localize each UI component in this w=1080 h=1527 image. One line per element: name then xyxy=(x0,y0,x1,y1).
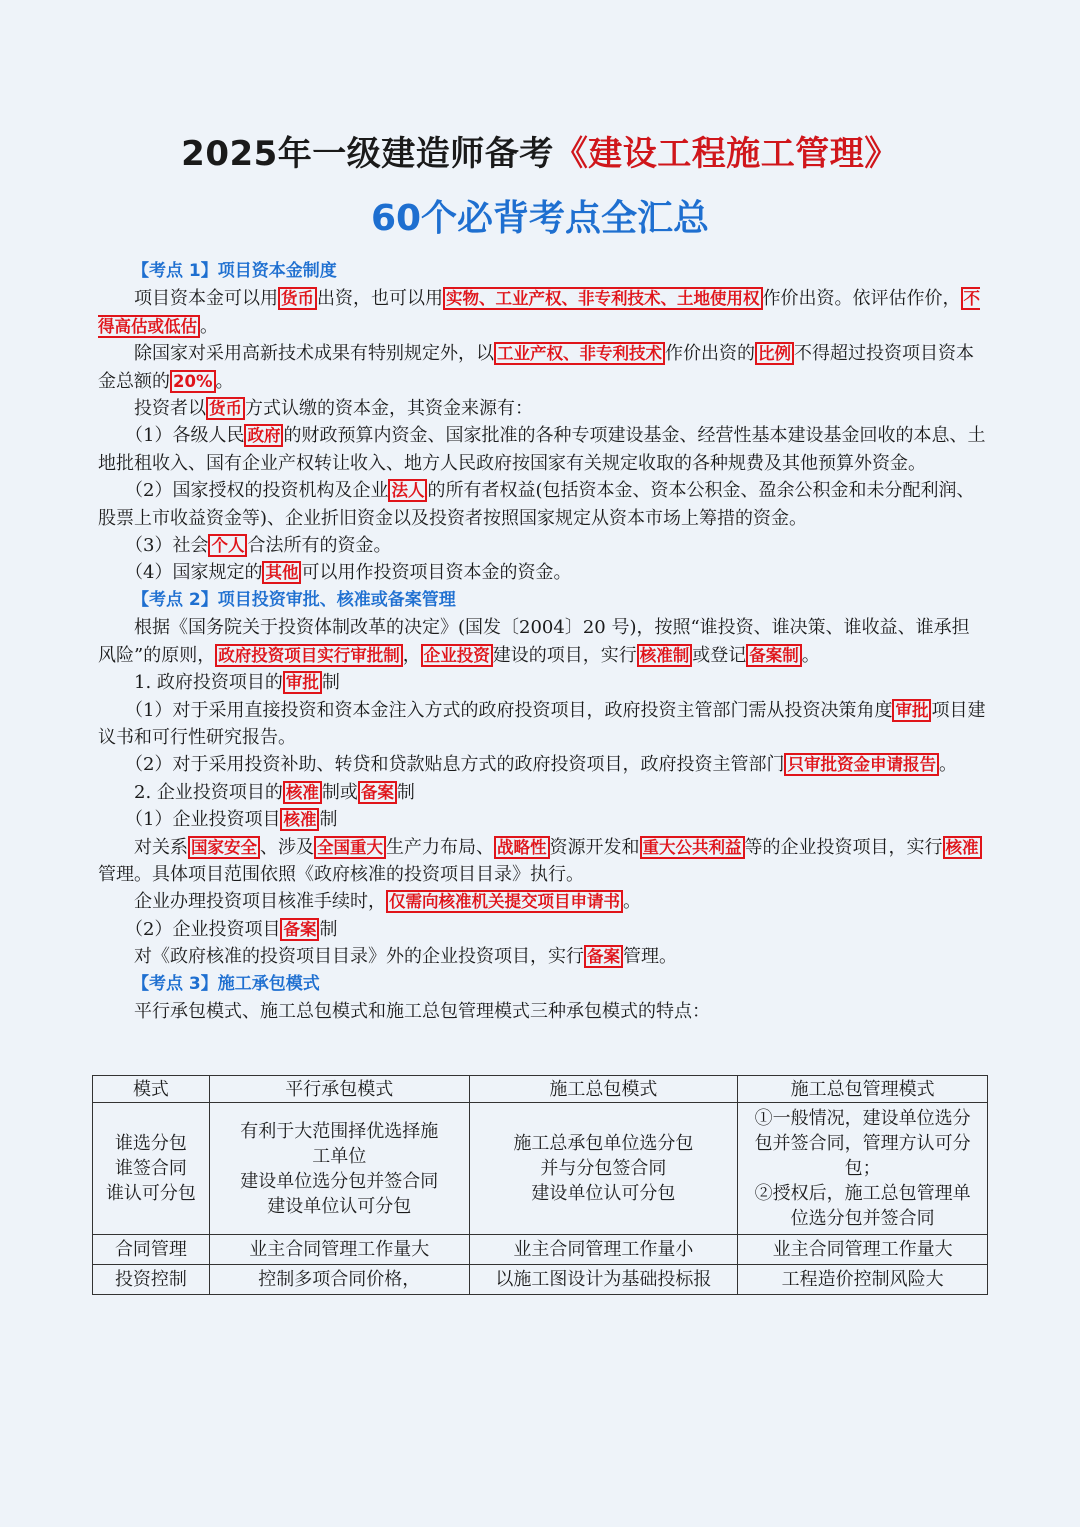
table-cell: ①一般情况，建设单位选分包并签合同，管理方认可分包； ②授权后，施工总包管理单位选分包并签合同 xyxy=(738,1103,988,1235)
keyword: 20% xyxy=(170,370,216,393)
paragraph: 对关系 国家安全 、涉及 全国重大 生产力布局、 战略性 资源开发和 重大公共利益 等的企业投资项目，实行 核准管理。具体项目范围依照《政府核准的投资项目目录》执行。 xyxy=(98,834,986,889)
paragraph: （2）企业投资项目 备案 制 xyxy=(125,918,338,940)
paragraph: （2）国家授权的投资机构及企业 法人 的所有者权益(包括资本金、资本公积金、盈余公积金和未分配利润、股票上市收益资金等)、企业折旧资金以及投资者按照国家规定从资本市场上筹措的资金。 xyxy=(98,480,975,529)
content-body xyxy=(98,258,986,1025)
keyword: 政府投资项目实行审批制 xyxy=(215,644,403,667)
paragraph: 1. 政府投资项目的 审批 制 xyxy=(134,672,340,694)
section-heading-kp2: 【考点 2】项目投资审批、核准或备案管理 xyxy=(132,589,456,610)
keyword: 货币 xyxy=(206,397,245,420)
paragraph: 项目资本金可以用 货币 出资，也可以用 实物、工业产权、非专利技术、土地使用权 作价出资。依评估作价， 不得高估或低估 。 xyxy=(98,288,980,337)
page-subtitle: 60个必背考点全汇总 xyxy=(370,198,710,239)
keyword: 其他 xyxy=(262,561,301,584)
paragraph: 对《政府核准的投资项目目录》外的企业投资项目，实行 备案 管理。 xyxy=(134,946,677,968)
table-cell: 有利于大范围择优选择施工单位 建设单位选分包并签合同 建设单位认可分包 xyxy=(209,1103,469,1235)
table-row xyxy=(93,1235,988,1265)
paragraph: （4）国家规定的 其他 可以用作投资项目资本金的资金。 xyxy=(125,562,572,584)
keyword: 重大公共利益 xyxy=(640,836,745,859)
section-heading-kp1: 【考点 1】项目资本金制度 xyxy=(132,261,337,281)
keyword: 战略性 xyxy=(494,836,550,859)
keyword: 核准 xyxy=(280,808,319,831)
keyword: 备案 xyxy=(358,781,397,804)
table-cell: 谁选分包 谁签合同 谁认可分包 xyxy=(93,1103,210,1235)
keyword: 实物、工业产权、非专利技术、土地使用权 xyxy=(443,287,763,310)
section-heading-kp3: 【考点 3】施工承包模式 xyxy=(132,973,320,994)
table-cell: 合同管理 xyxy=(93,1235,210,1265)
table-cell: 业主合同管理工作量小 xyxy=(469,1235,738,1265)
keyword: 核准 xyxy=(943,836,982,859)
keyword: 仅需向核准机关提交项目申请书 xyxy=(386,890,623,913)
keyword: 审批 xyxy=(892,699,931,722)
keyword: 只审批资金申请报告 xyxy=(784,753,939,776)
keyword: 货币 xyxy=(278,287,317,310)
keyword: 个人 xyxy=(208,534,247,557)
table-header: 平行承包模式 xyxy=(209,1076,469,1103)
table-cell: 施工总承包单位选分包 并与分包签合同 建设单位认可分包 xyxy=(469,1103,738,1235)
table-header: 模式 xyxy=(93,1076,210,1103)
table-cell: 业主合同管理工作量大 xyxy=(738,1235,988,1265)
paragraph: （3）社会 个人 合法所有的资金。 xyxy=(125,535,392,557)
keyword: 核准制 xyxy=(637,644,693,667)
paragraph: 投资者以 货币 方式认缴的资本金，其资金来源有： xyxy=(134,398,533,420)
keyword: 比例 xyxy=(755,342,794,365)
paragraph: 除国家对采用高新技术成果有特别规定外，以 工业产权、非专利技术 作价出资的 比例 不得超过投资项目资本金总额的 20% 。 xyxy=(98,343,974,392)
paragraph: （1）企业投资项目 核准 制 xyxy=(125,809,338,831)
paragraph: （1）各级人民 政府 的财政预算内资金、国家批准的各种专项建设基金、经营性基本建设基金回收的本息、土地批租收入、国有企业产权转让收入、地方人民政府按国家有关规定收取的各种规费及其他预算外资金。 xyxy=(98,425,986,474)
keyword: 法人 xyxy=(388,479,427,502)
paragraph: （2）对于采用投资补助、转贷和贷款贴息方式的政府投资项目，政府投资主管部门 只审批资金申请报告 。 xyxy=(125,754,957,776)
paragraph: 平行承包模式、施工总包模式和施工总包管理模式三种承包模式的特点： xyxy=(134,1000,710,1022)
table-row xyxy=(93,1103,988,1235)
paragraph: 2. 企业投资项目的 核准 制或 备案 制 xyxy=(134,781,415,803)
keyword: 企业投资 xyxy=(421,644,493,667)
keyword: 备案制 xyxy=(746,644,802,667)
table-cell: 控制多项合同价格， xyxy=(209,1265,469,1295)
keyword: 备案 xyxy=(584,945,623,968)
table-row xyxy=(93,1265,988,1295)
table-cell: 投资控制 xyxy=(93,1265,210,1295)
keyword: 政府 xyxy=(244,424,283,447)
table-header-row xyxy=(93,1076,988,1103)
keyword: 国家安全 xyxy=(188,836,260,859)
page-title xyxy=(0,126,1080,175)
paragraph: 企业办理投资项目核准手续时， 仅需向核准机关提交项目申请书 。 xyxy=(134,891,641,913)
contract-modes-table xyxy=(92,1075,988,1295)
paragraph: （1）对于采用直接投资和资本金注入方式的政府投资项目，政府投资主管部门需从投资决策角度 审批 项目建议书和可行性研究报告。 xyxy=(98,699,986,748)
paragraph: 根据《国务院关于投资体制改革的决定》(国发〔2004〕20 号)，按照“谁投资、谁决策、谁收益、谁承担风险”的原则， 政府投资项目实行审批制 ， 企业投资 建设的项目，实行 核准制 或登记 备案制 。 xyxy=(98,617,970,666)
keyword: 全国重大 xyxy=(314,836,386,859)
title-prefix: 2025年一级建造师备考 xyxy=(181,134,554,174)
keyword: 不得高估或低估 xyxy=(98,289,980,336)
table-cell: 业主合同管理工作量大 xyxy=(209,1235,469,1265)
keyword: 备案 xyxy=(280,918,319,941)
title-book: 《建设工程施工管理》 xyxy=(553,134,899,174)
table-cell: 以施工图设计为基础投标报 xyxy=(469,1265,738,1295)
keyword: 审批 xyxy=(283,671,322,694)
table-header: 施工总包管理模式 xyxy=(738,1076,988,1103)
keyword: 工业产权、非专利技术 xyxy=(494,342,665,365)
table-cell: 工程造价控制风险大 xyxy=(738,1265,988,1295)
keyword: 核准 xyxy=(283,781,322,804)
table-header: 施工总包模式 xyxy=(469,1076,738,1103)
